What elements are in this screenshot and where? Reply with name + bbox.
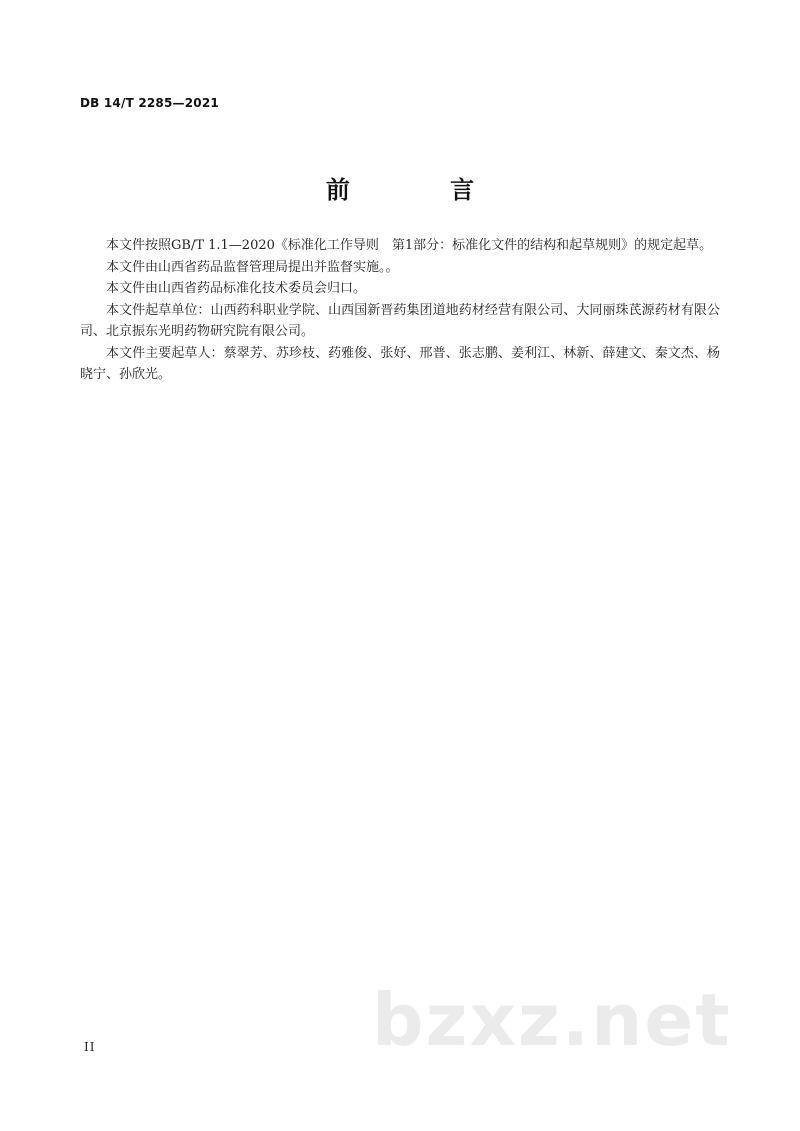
standard-code: DB 14/T 2285—2021 — [80, 96, 219, 110]
paragraph-drafting-rules: 本文件按照GB/T 1.1—2020《标准化工作导则 第1部分：标准化文件的结构和起草规则》的规定起草。 — [106, 238, 713, 253]
paragraph-drafters: 本文件主要起草人：蔡翠芳、苏珍枝、药雅俊、张妤、邢普、张志鹏、姜利江、林新、薛建文、秦文杰、杨晓宁、孙欣光。 — [80, 345, 720, 382]
foreword-body — [80, 235, 720, 386]
paragraph-drafting-units: 本文件起草单位：山西药科职业学院、山西国新晋药集团道地药材经营有限公司、大同丽珠芪源药材有限公司、北京振东光明药物研究院有限公司。 — [80, 302, 720, 339]
page-number: II — [84, 1040, 96, 1054]
paragraph-proposer: 本文件由山西省药品监督管理局提出并监督实施。。 — [106, 259, 399, 275]
page-title: 前 言 — [325, 176, 521, 204]
watermark: bzxz.net — [372, 978, 732, 1062]
paragraph-committee: 本文件由山西省药品标准化技术委员会归口。 — [106, 281, 367, 296]
